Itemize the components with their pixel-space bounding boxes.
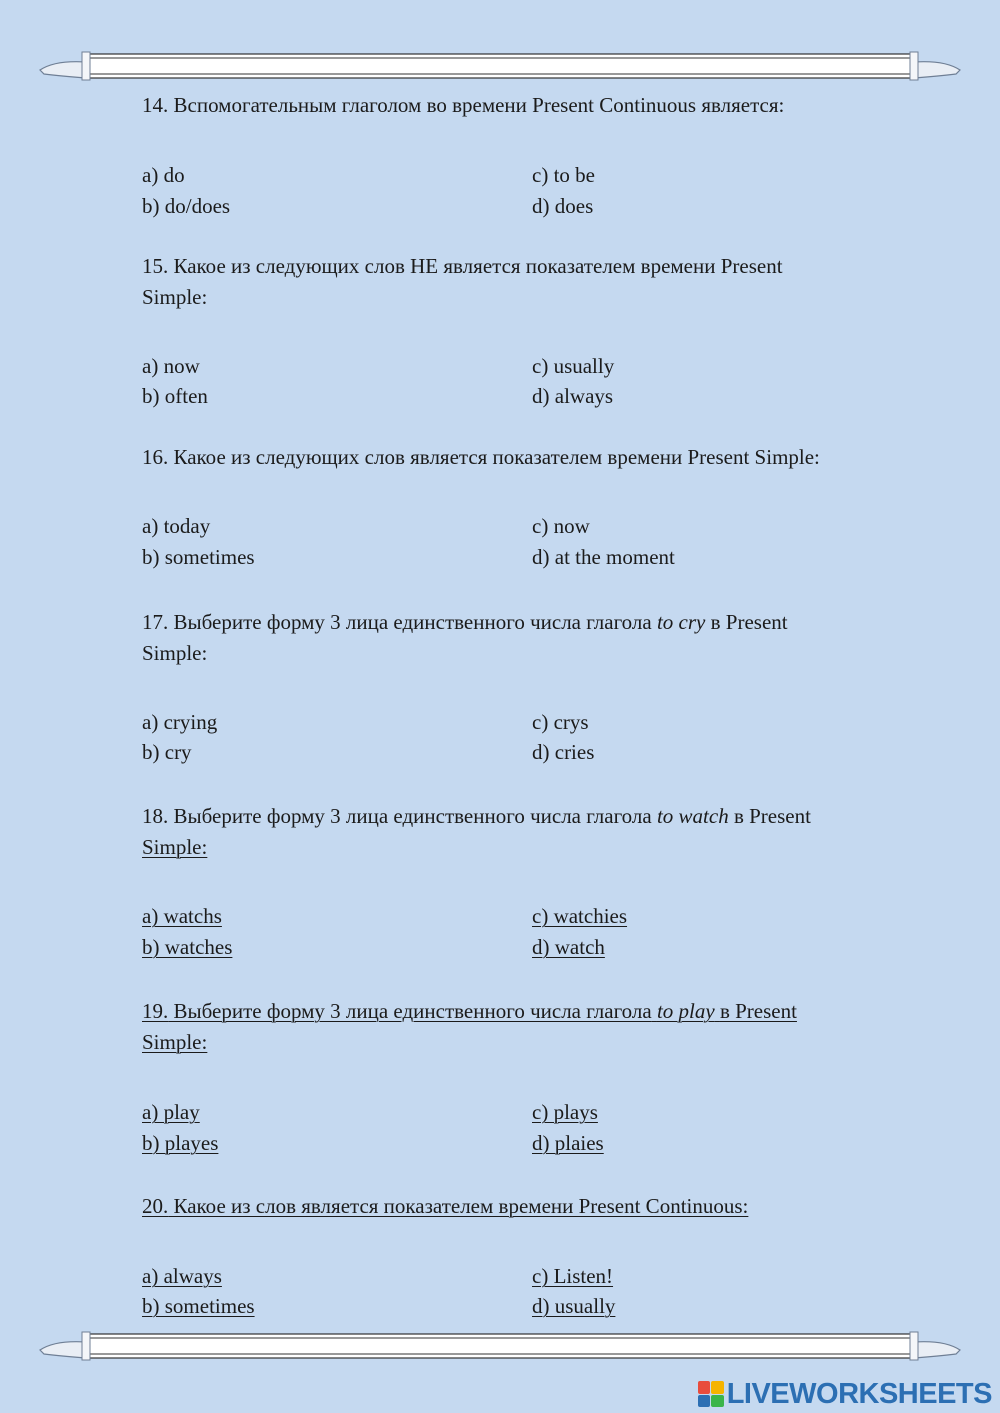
- question-text-end: в Present: [710, 610, 788, 634]
- question-text: Вспомогательным глаголом во времени Present Continuous является:: [173, 93, 785, 117]
- option-d[interactable]: d) watch: [532, 935, 605, 959]
- option-a[interactable]: a) do: [142, 163, 185, 187]
- option-b[interactable]: b) watches: [142, 935, 233, 959]
- question-text-line2: Simple:: [142, 835, 208, 859]
- option-d[interactable]: d) usually: [532, 1294, 616, 1318]
- question-text-end: в Present: [733, 804, 811, 828]
- question-text-line2: Simple:: [142, 285, 208, 309]
- question-text: Выберите форму 3 лица единственного числа глагола: [173, 804, 652, 828]
- option-b[interactable]: b) do/does: [142, 194, 231, 218]
- verb-italic: to play: [656, 999, 715, 1023]
- question-20: [142, 1191, 912, 1222]
- liveworksheets-text: LIVEWORKSHEETS: [726, 1377, 992, 1410]
- verb-italic: to cry: [656, 610, 706, 634]
- option-a[interactable]: a) now: [142, 354, 200, 378]
- option-c[interactable]: c) now: [532, 514, 590, 538]
- question-number: 15.: [142, 254, 169, 278]
- question-text-end: в Present: [719, 999, 797, 1023]
- option-b[interactable]: b) cry: [142, 740, 192, 764]
- question-number: 20.: [142, 1194, 169, 1218]
- question-17: [142, 607, 912, 669]
- question-text: Выберите форму 3 лица единственного числа глагола: [173, 999, 652, 1023]
- question-number: 14.: [142, 93, 169, 117]
- option-d[interactable]: d) at the moment: [532, 545, 675, 569]
- option-c[interactable]: c) Listen!: [532, 1264, 614, 1288]
- liveworksheets-watermark[interactable]: [698, 1375, 992, 1413]
- option-b[interactable]: b) often: [142, 384, 208, 408]
- option-c[interactable]: c) watchies: [532, 904, 628, 928]
- option-c[interactable]: c) plays: [532, 1100, 598, 1124]
- option-c[interactable]: c) to be: [532, 163, 595, 187]
- option-a[interactable]: a) crying: [142, 710, 218, 734]
- question-19: [142, 996, 912, 1058]
- option-b[interactable]: b) sometimes: [142, 545, 255, 569]
- liveworksheets-logo-icon: [698, 1381, 724, 1407]
- option-b[interactable]: b) playes: [142, 1131, 219, 1155]
- question-number: 16.: [142, 445, 169, 469]
- option-a[interactable]: a) today: [142, 514, 211, 538]
- question-15: [142, 251, 912, 313]
- question-14: [142, 90, 912, 121]
- question-number: 17.: [142, 610, 169, 634]
- option-c[interactable]: c) usually: [532, 354, 615, 378]
- question-text: Какое из следующих слов является показателем времени Present Simple:: [173, 445, 820, 469]
- top-scroll-border: [0, 48, 1000, 88]
- option-d[interactable]: d) does: [532, 194, 594, 218]
- verb-italic: to watch: [656, 804, 729, 828]
- question-text-line2: Simple:: [142, 1030, 208, 1054]
- question-text-line1: Какое из следующих слов НЕ является показателем времени Present: [173, 254, 783, 278]
- option-a[interactable]: a) watchs: [142, 904, 222, 928]
- question-number: 18.: [142, 804, 169, 828]
- option-a[interactable]: a) play: [142, 1100, 200, 1124]
- bottom-scroll-border: [0, 1328, 1000, 1368]
- option-d[interactable]: d) always: [532, 384, 614, 408]
- question-text: Какое из слов является показателем времени Present Continuous:: [173, 1194, 749, 1218]
- option-d[interactable]: d) cries: [532, 740, 595, 764]
- option-d[interactable]: d) plaies: [532, 1131, 604, 1155]
- question-text-line2: Simple:: [142, 641, 208, 665]
- question-text: Выберите форму 3 лица единственного числа глагола: [173, 610, 652, 634]
- option-c[interactable]: c) crys: [532, 710, 589, 734]
- option-b[interactable]: b) sometimes: [142, 1294, 255, 1318]
- question-16: [142, 442, 932, 473]
- question-number: 19.: [142, 999, 169, 1023]
- option-a[interactable]: a) always: [142, 1264, 222, 1288]
- question-18: [142, 801, 932, 863]
